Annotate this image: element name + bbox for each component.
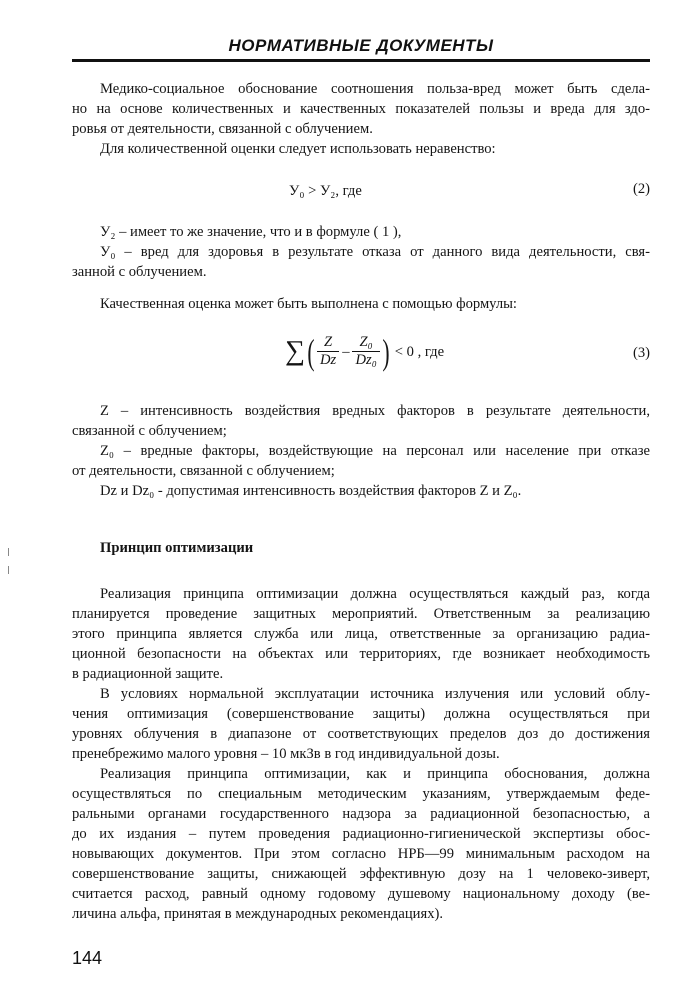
fraction-z bbox=[317, 334, 339, 369]
fraction-z0 bbox=[352, 334, 379, 369]
qual-line: Качественная оценка может быть выполнена с помощью формулы: bbox=[100, 296, 517, 312]
para3-line-7: считается расход, равный одному годовому душевому национальному доходу (ве- bbox=[72, 886, 650, 902]
header-rule bbox=[72, 59, 650, 62]
fraction-z-numerator: Z bbox=[317, 334, 339, 352]
para3-line-8: личина альфа, принятая в международных рекомендациях). bbox=[72, 906, 443, 922]
para1-line-1: Реализация принципа оптимизации должна осуществляться каждый раз, когда bbox=[100, 586, 650, 602]
section-heading: Принцип оптимизации bbox=[100, 540, 254, 556]
header-title: НОРМАТИВНЫЕ ДОКУМЕНТЫ bbox=[228, 36, 494, 55]
para2-line-3: уровнях облучения в диапазоне от соответствующих пределов доз до достижения bbox=[72, 726, 650, 742]
para3-line-3: ральными органами государственного надзора за радиационной безопасностью, а bbox=[72, 806, 650, 822]
right-paren: ) bbox=[382, 331, 390, 372]
left-paren: ( bbox=[307, 331, 315, 372]
para1-line-5: в радиационной защите. bbox=[72, 666, 224, 682]
formula-2: У₀ > У₂, где bbox=[289, 183, 362, 199]
intro-line-3: ровья от деятельности, связанной с облучением. bbox=[72, 121, 373, 137]
def-z0-line-2: от деятельности, связанной с облучением; bbox=[72, 463, 335, 479]
def-y0-line-2: занной с облучением. bbox=[72, 264, 207, 280]
def-dz: Dz и Dz₀ - допустимая интенсивность воздействия факторов Z и Z₀. bbox=[100, 483, 522, 499]
def-z-line-2: связанной с облучением; bbox=[72, 423, 227, 439]
formula-3 bbox=[285, 331, 445, 372]
def-z-line-1: Z – интенсивность воздействия вредных факторов в результате деятельности, bbox=[100, 403, 650, 419]
para2-line-1: В условиях нормальной эксплуатации источника излучения или условий облу- bbox=[100, 686, 650, 702]
sum-sign: ∑ bbox=[285, 335, 305, 367]
para3-line-4: до их издания – путем проведения радиационно-гигиенической экспертизы обос- bbox=[72, 826, 650, 842]
para1-line-4: ционной безопасности на объектах или территориях, где возникает необходимость bbox=[72, 646, 650, 662]
para3-line-6: совершенствование защиты, снижающей эффективную дозу на 1 человеко-зиверт, bbox=[72, 866, 650, 882]
fraction-z0-numerator: Z₀ bbox=[352, 334, 379, 352]
formula-3-number: (3) bbox=[632, 345, 650, 361]
minus-sign: – bbox=[342, 343, 350, 360]
page-number: 144 bbox=[72, 948, 103, 968]
para2-line-4: пренебрежимо малого уровня – 10 мкЗв в год индивидуальной дозы. bbox=[72, 746, 500, 762]
formula-3-tail: < 0 , где bbox=[394, 343, 445, 360]
fraction-z-denominator: Dz bbox=[319, 352, 337, 368]
para3-line-1: Реализация принципа оптимизации, как и принципа обоснования, должна bbox=[100, 766, 650, 782]
margin-mark bbox=[8, 548, 9, 556]
para1-line-2: планируется проведение защитных мероприятий. Ответственным за реализацию bbox=[72, 606, 650, 622]
def-z0-line-1: Z₀ – вредные факторы, воздействующие на персонал или население при отказе bbox=[100, 443, 650, 459]
para2-line-2: чения оптимизация (совершенствование защиты) должна осуществляться при bbox=[72, 706, 650, 722]
intro-line-1: Медико-социальное обоснование соотношения польза-вред может быть сдела- bbox=[100, 81, 650, 97]
fraction-z0-denominator: Dz₀ bbox=[355, 352, 377, 368]
intro-line-2: но на основе количественных и качественных показателей пользы и вреда для здо- bbox=[72, 101, 650, 117]
para3-line-5: новывающих документов. При этом согласно НРБ—99 минимальным расходом на bbox=[72, 846, 650, 862]
margin-mark bbox=[8, 566, 9, 574]
formula-2-number: (2) bbox=[632, 181, 650, 197]
def-y0-line-1: У₀ – вред для здоровья в результате отказа от данного вида деятельности, свя- bbox=[100, 244, 650, 260]
para1-line-3: этого принципа является служба или лица, ответственные за организацию радиа- bbox=[72, 626, 650, 642]
running-header bbox=[72, 36, 650, 64]
para3-line-2: осуществляться по специальным методическим указаниям, утверждаемым феде- bbox=[72, 786, 650, 802]
def-y2: У₂ – имеет то же значение, что и в формуле ( 1 ), bbox=[100, 224, 402, 240]
quant-line: Для количественной оценки следует использовать неравенство: bbox=[100, 141, 496, 157]
